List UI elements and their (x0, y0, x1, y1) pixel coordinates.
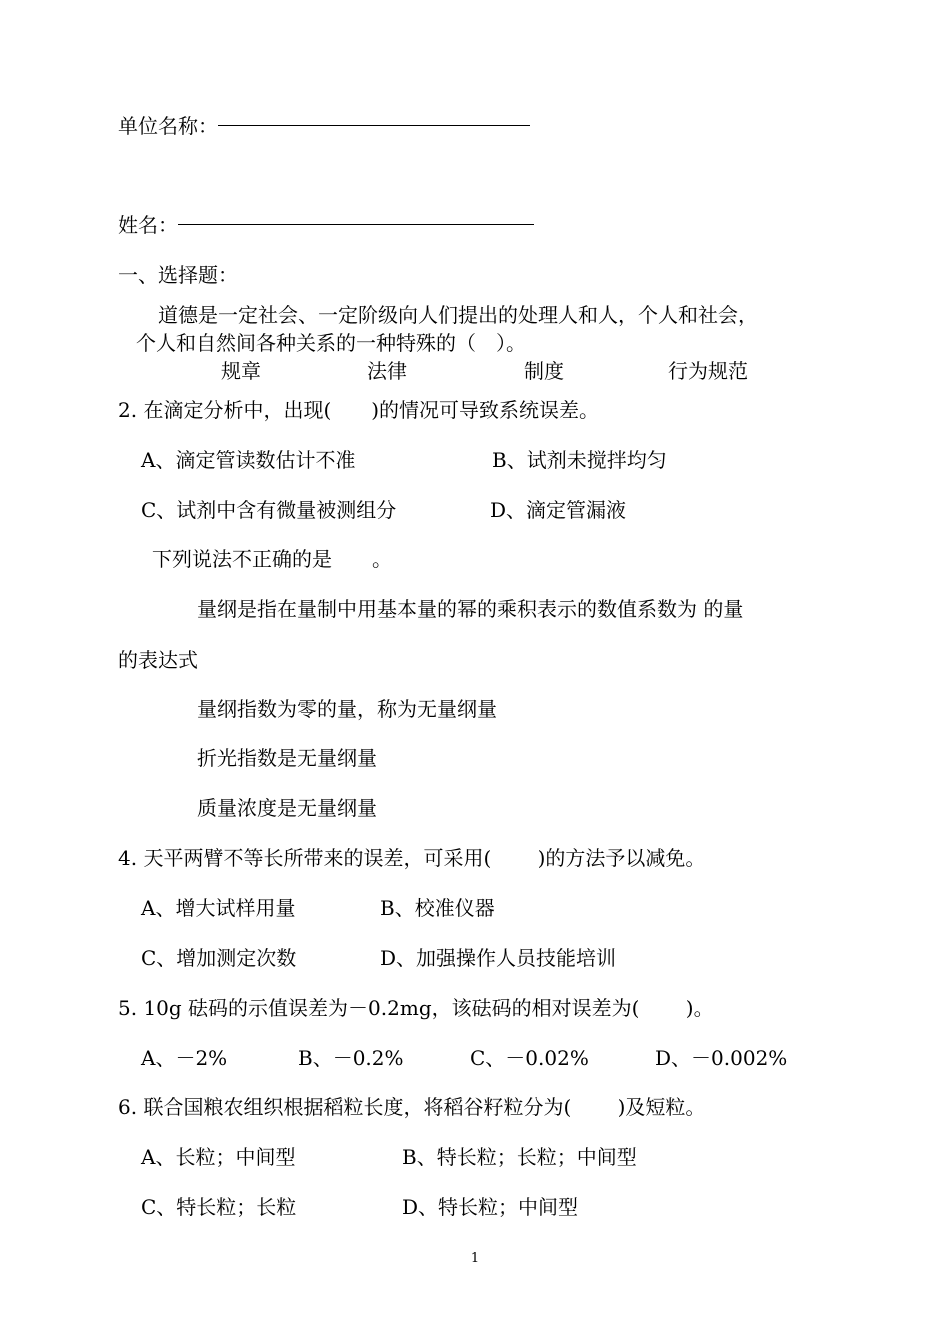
q2-option-c: C、试剂中含有微量被测组分 (141, 498, 397, 522)
q1-option-4: 行为规范 (668, 359, 748, 383)
q4-option-a: A、增大试样用量 (141, 896, 296, 920)
q1-stem-line1: 道德是一定社会、一定阶级向人们提出的处理人和人，个人和社会， (158, 303, 758, 327)
q3-option-c: 折光指数是无量纲量 (197, 746, 377, 770)
q5-option-c: C、－0.02% (470, 1046, 589, 1070)
name-label: 姓名： (118, 213, 178, 237)
q5-option-a: A、－2% (141, 1046, 228, 1070)
q6-option-d: D、特长粒；中间型 (402, 1195, 579, 1219)
unit-name-label: 单位名称： (118, 114, 218, 138)
unit-name-blank (218, 125, 530, 126)
q2-stem: 2. 在滴定分析中，出现( )的情况可导致系统误差。 (118, 398, 600, 422)
q3-option-a-line1: 量纲是指在量制中用基本量的幂的乘积表示的数值系数为 的量 (197, 597, 744, 621)
q1-option-2: 法律 (367, 359, 407, 383)
q1-option-3: 制度 (524, 359, 564, 383)
q6-stem: 6. 联合国粮农组织根据稻粒长度，将稻谷籽粒分为( )及短粒。 (118, 1095, 706, 1119)
q5-stem: 5. 10g 砝码的示值误差为－0.2mg，该砝码的相对误差为( )。 (118, 996, 714, 1020)
page-number: 1 (470, 1251, 480, 1266)
q5-option-d: D、－0.002% (655, 1046, 788, 1070)
q4-option-d: D、加强操作人员技能培训 (380, 946, 617, 970)
q1-stem-line2: 个人和自然间各种关系的一种特殊的（ ）。 (136, 331, 526, 355)
q4-option-c: C、增加测定次数 (141, 946, 297, 970)
q3-stem: 下列说法不正确的是 。 (152, 547, 392, 571)
q1-option-1: 规章 (221, 359, 261, 383)
q6-option-c: C、特长粒；长粒 (141, 1195, 297, 1219)
q2-option-a: A、滴定管读数估计不准 (141, 448, 356, 472)
section-title: 一、选择题： (118, 263, 238, 287)
q6-option-b: B、特长粒；长粒；中间型 (402, 1145, 637, 1169)
q3-option-a-line2: 的表达式 (118, 648, 198, 672)
q6-option-a: A、长粒；中间型 (141, 1145, 296, 1169)
q3-option-d: 质量浓度是无量纲量 (197, 796, 377, 820)
q3-option-b: 量纲指数为零的量，称为无量纲量 (197, 697, 497, 721)
q2-option-d: D、滴定管漏液 (490, 498, 627, 522)
q5-option-b: B、－0.2% (298, 1046, 404, 1070)
name-field (118, 212, 534, 238)
name-blank (178, 224, 534, 225)
unit-name-field (118, 113, 530, 139)
q2-option-b: B、试剂未搅拌均匀 (492, 448, 667, 472)
q4-option-b: B、校准仪器 (380, 896, 495, 920)
q4-stem: 4. 天平两臂不等长所带来的误差，可采用( )的方法予以减免。 (118, 846, 706, 870)
